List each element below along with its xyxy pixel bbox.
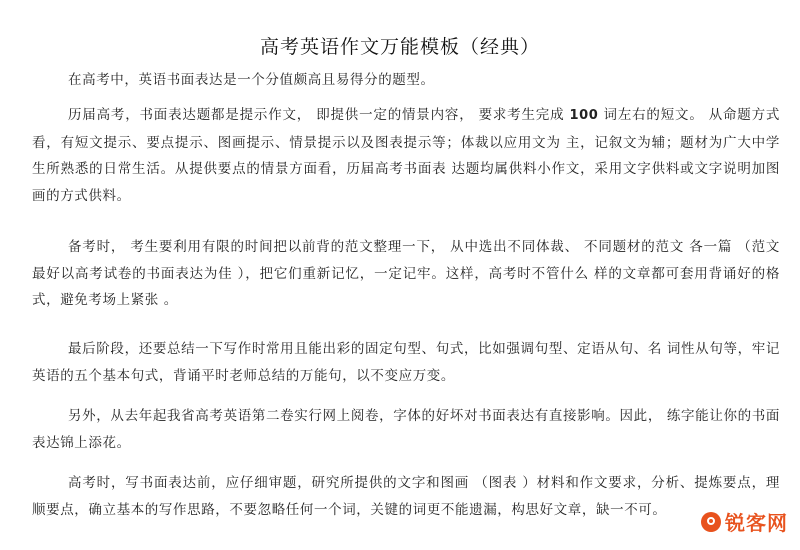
paragraph-handwriting: 另外，从去年起我省高考英语第二卷实行网上阅卷，字体的好坏对书面表达有直接影响。因此， 练字能让你的书面表达锦上添花。 [32,408,780,451]
paragraph-exam-history-text-1: 历届高考，书面表达题都是提示作文， 即提供一定的情景内容， 要求考生完成 [68,107,570,123]
watermark [701,507,788,536]
paragraph-exam-history-text-2: 词左右的短文。 从命题方式看，有短文提示、要点提示、图画提示、情景提示以及图表提示等；体裁以应用文为 主，记叙文为辅；题材为广大中学生所熟悉的日常生活。从提供要点的情景方面看，历届高考书面表 达题均属供料小作文，采用文字供料或文字说明加图画的方式供料。 [32,107,781,204]
paragraph-exam-history [32,102,780,209]
document-title: 高考英语作文万能模板（经典） [259,36,540,58]
paragraph-exam-tips: 高考时，写书面表达前，应仔细审题，研究所提供的文字和图画 （图表 ）材料和作文要求，分析、提炼要点，理顺要点，确立基本的写作思路，不要忽略任何一个词，关键的词更不能遗漏，构思好文章，缺一不可。 [32,475,780,518]
paragraph-final-stage: 最后阶段，还要总结一下写作时常用且能出彩的固定句型、句式，比如强调句型、定语从句、名 词性从句等，牢记英语的五个基本句式，背诵平时老师总结的万能句，以不变应万变。 [32,341,780,384]
word-count-number: 100 [569,108,599,123]
paragraph-intro: 在高考中，英语书面表达是一个分值颇高且易得分的题型。 [68,72,435,88]
watermark-logo-icon [701,512,721,532]
watermark-text: 锐客网 [725,511,788,535]
paragraph-preparation: 备考时， 考生要利用有限的时间把以前背的范文整理一下， 从中选出不同体裁、 不同题材的范文 各一篇 （范文最好以高考试卷的书面表达为佳 ），把它们重新记忆，一定记牢。这样，高考时不管什么 样的文章都可套用背诵好的格式，避免考场上紧张 。 [32,239,780,308]
